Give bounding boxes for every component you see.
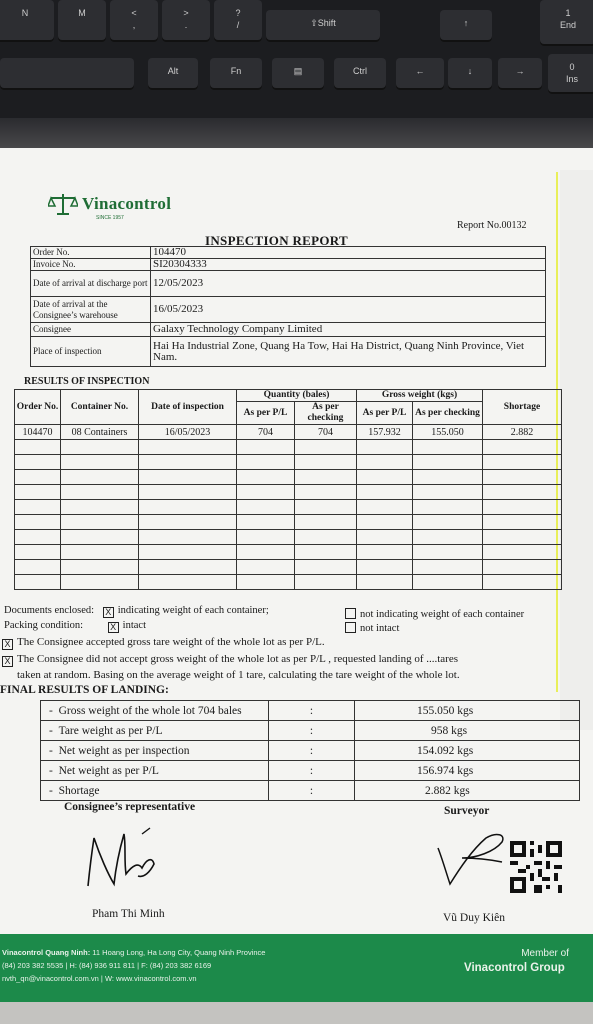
- documents-opt1-checkbox[interactable]: X: [103, 607, 114, 618]
- final-label: - Net weight as per inspection: [41, 741, 269, 761]
- cell-qty-checking: 704: [295, 425, 357, 440]
- info-value: 16/05/2023: [151, 297, 546, 323]
- final-sep: :: [269, 721, 355, 741]
- report-title: INSPECTION REPORT: [205, 233, 348, 248]
- final-row: [41, 761, 580, 781]
- report-number: Report No.00132: [457, 220, 527, 231]
- surveyor-label: Surveyor: [444, 805, 490, 817]
- keyboard-edge: [0, 118, 593, 150]
- footer-street: 11 Hoang Long, Ha Long City, Quang Ninh Province: [92, 948, 266, 957]
- cell-qty-pl: 704: [237, 425, 295, 440]
- final-row: [41, 781, 580, 801]
- footer: [0, 934, 593, 1002]
- info-value: SI20304333: [151, 259, 546, 271]
- consignee-name: Pham Thi Minh: [92, 908, 165, 920]
- key-comma: < ,: [110, 0, 158, 42]
- final-results-table: [40, 700, 580, 801]
- packing-opt2: [345, 622, 399, 634]
- info-label: Invoice No.: [31, 259, 151, 271]
- col-container-no: Container No.: [61, 390, 139, 425]
- final-row: [41, 701, 580, 721]
- final-row: [41, 741, 580, 761]
- col-w-checking: As per checking: [413, 402, 483, 425]
- empty-row: [15, 515, 562, 530]
- surveyor-name: Vũ Duy Kiên: [443, 912, 505, 924]
- packing-opt1-label: intact: [122, 620, 146, 631]
- info-label: Consignee: [31, 323, 151, 337]
- final-sep: :: [269, 781, 355, 801]
- paper-side-strip: [560, 170, 593, 730]
- cell-container-no: 08 Containers: [61, 425, 139, 440]
- key-end: 1 End: [540, 0, 593, 46]
- documents-opt2-label: not indicating weight of each container: [360, 609, 525, 620]
- packing-opt2-label: not intact: [360, 623, 400, 634]
- cell-date: 16/05/2023: [139, 425, 237, 440]
- final-sep: :: [269, 741, 355, 761]
- statement-2-text: The Consignee did not accept gross weight of the whole lot as per P/L , requested landing of ....tares: [17, 653, 459, 665]
- key-ins: 0 Ins: [548, 54, 593, 94]
- info-value: 104470: [151, 247, 546, 259]
- key-arrow-down: ↓: [448, 58, 492, 90]
- info-label: Place of inspection: [31, 337, 151, 367]
- col-quantity-group: Quantity (bales): [237, 390, 357, 402]
- footer-member: Member of: [521, 948, 569, 959]
- footer-address: [2, 946, 265, 985]
- empty-row: [15, 530, 562, 545]
- final-label: - Net weight as per P/L: [41, 761, 269, 781]
- statement-1: [2, 636, 325, 650]
- packing-opt2-checkbox[interactable]: [345, 622, 356, 633]
- key-menu: ▤: [272, 58, 324, 90]
- key-n: N: [0, 0, 54, 42]
- col-qty-pl: As per P/L: [237, 402, 295, 425]
- info-label: Order No.: [31, 247, 151, 259]
- final-label: - Tare weight as per P/L: [41, 721, 269, 741]
- inspection-results-table: [14, 389, 562, 590]
- empty-row: [15, 440, 562, 455]
- documents-label: Documents enclosed:: [4, 605, 95, 616]
- vinacontrol-logo: [48, 192, 171, 216]
- empty-row: [15, 470, 562, 485]
- logo-since: SINCE 1957: [96, 215, 124, 221]
- final-label: - Gross weight of the whole lot 704 bales: [41, 701, 269, 721]
- cell-shortage: 2.882: [483, 425, 562, 440]
- desk-surface: [0, 1002, 593, 1024]
- cell-w-pl: 157.932: [357, 425, 413, 440]
- col-shortage: Shortage: [483, 390, 562, 425]
- key-arrow-right: →: [498, 58, 542, 90]
- final-value: 2.882 kgs: [355, 781, 580, 801]
- empty-row: [15, 500, 562, 515]
- cell-order-no: 104470: [15, 425, 61, 440]
- col-order-no: Order No.: [15, 390, 61, 425]
- footer-phones: (84) 203 382 5535 | H: (84) 936 911 811 | F: (84) 203 382 6169: [2, 961, 212, 970]
- info-row: [31, 271, 546, 297]
- table-row: [15, 425, 562, 440]
- info-row: [31, 259, 546, 271]
- info-row: [31, 297, 546, 323]
- key-arrow-up: ↑: [440, 10, 492, 42]
- footer-company: Vinacontrol Quang Ninh:: [2, 948, 91, 957]
- packing-opt1-checkbox[interactable]: X: [108, 622, 119, 633]
- packing-condition: [4, 620, 146, 633]
- key-shift: ⇧Shift: [266, 10, 380, 42]
- final-row: [41, 721, 580, 741]
- key-fn: Fn: [210, 58, 262, 90]
- info-label: Date of arrival at the Consignee’s warehouse: [31, 297, 151, 323]
- footer-group: Vinacontrol Group: [464, 962, 565, 974]
- final-label: - Shortage: [41, 781, 269, 801]
- final-sep: :: [269, 701, 355, 721]
- cell-w-checking: 155.050: [413, 425, 483, 440]
- statement-1-checkbox[interactable]: X: [2, 639, 13, 650]
- final-sep: :: [269, 761, 355, 781]
- footer-web: nvth_qn@vinacontrol.com.vn | W: www.vinacontrol.com.vn: [2, 974, 197, 983]
- consignee-label: Consignee’s representative: [64, 801, 196, 813]
- empty-row: [15, 455, 562, 470]
- info-row: [31, 337, 546, 367]
- order-info-table: [30, 246, 546, 367]
- documents-opt2: [345, 608, 524, 620]
- documents-enclosed: [4, 605, 269, 618]
- info-row: [31, 247, 546, 259]
- key-m: M: [58, 0, 106, 42]
- final-value: 156.974 kgs: [355, 761, 580, 781]
- key-arrow-left: ←: [396, 58, 444, 90]
- keyboard: [0, 0, 593, 150]
- qr-code-icon: [510, 841, 562, 893]
- documents-opt1-label: indicating weight of each container;: [117, 605, 269, 616]
- documents-opt2-checkbox[interactable]: [345, 608, 356, 619]
- statement-2-cont: taken at random. Basing on the average weight of 1 tare, calculating the tare weight of the whole lot.: [17, 669, 460, 681]
- info-value: Galaxy Technology Company Limited: [151, 323, 546, 337]
- info-row: [31, 323, 546, 337]
- final-value: 154.092 kgs: [355, 741, 580, 761]
- key-slash: ? /: [214, 0, 262, 42]
- empty-row: [15, 545, 562, 560]
- consignee-signature: [80, 826, 180, 896]
- statement-1-text: The Consignee accepted gross tare weight of the whole lot as per P/L.: [17, 636, 325, 648]
- statement-2-checkbox[interactable]: X: [2, 656, 13, 667]
- key-period: > .: [162, 0, 210, 42]
- results-heading: RESULTS OF INSPECTION: [24, 376, 150, 387]
- info-label: Date of arrival at discharge port: [31, 271, 151, 297]
- info-value: Hai Ha Industrial Zone, Quang Ha Tow, Hai Ha District, Quang Ninh Province, Viet Nam.: [151, 337, 546, 367]
- key-space: [0, 58, 134, 90]
- col-w-pl: As per P/L: [357, 402, 413, 425]
- surveyor-signature: [432, 828, 512, 894]
- empty-row: [15, 485, 562, 500]
- empty-row: [15, 575, 562, 590]
- packing-label: Packing condition:: [4, 620, 84, 631]
- final-results-heading: FINAL RESULTS OF LANDING:: [0, 684, 169, 696]
- final-value: 155.050 kgs: [355, 701, 580, 721]
- scales-icon: [48, 192, 78, 216]
- col-weight-group: Gross weight (kgs): [357, 390, 483, 402]
- info-value: 12/05/2023: [151, 271, 546, 297]
- empty-row: [15, 560, 562, 575]
- col-qty-checking: As per checking: [295, 402, 357, 425]
- statement-2: [2, 653, 458, 667]
- col-date: Date of inspection: [139, 390, 237, 425]
- key-ctrl: Ctrl: [334, 58, 386, 90]
- logo-name: Vinacontrol: [82, 194, 172, 213]
- final-value: 958 kgs: [355, 721, 580, 741]
- key-alt: Alt: [148, 58, 198, 90]
